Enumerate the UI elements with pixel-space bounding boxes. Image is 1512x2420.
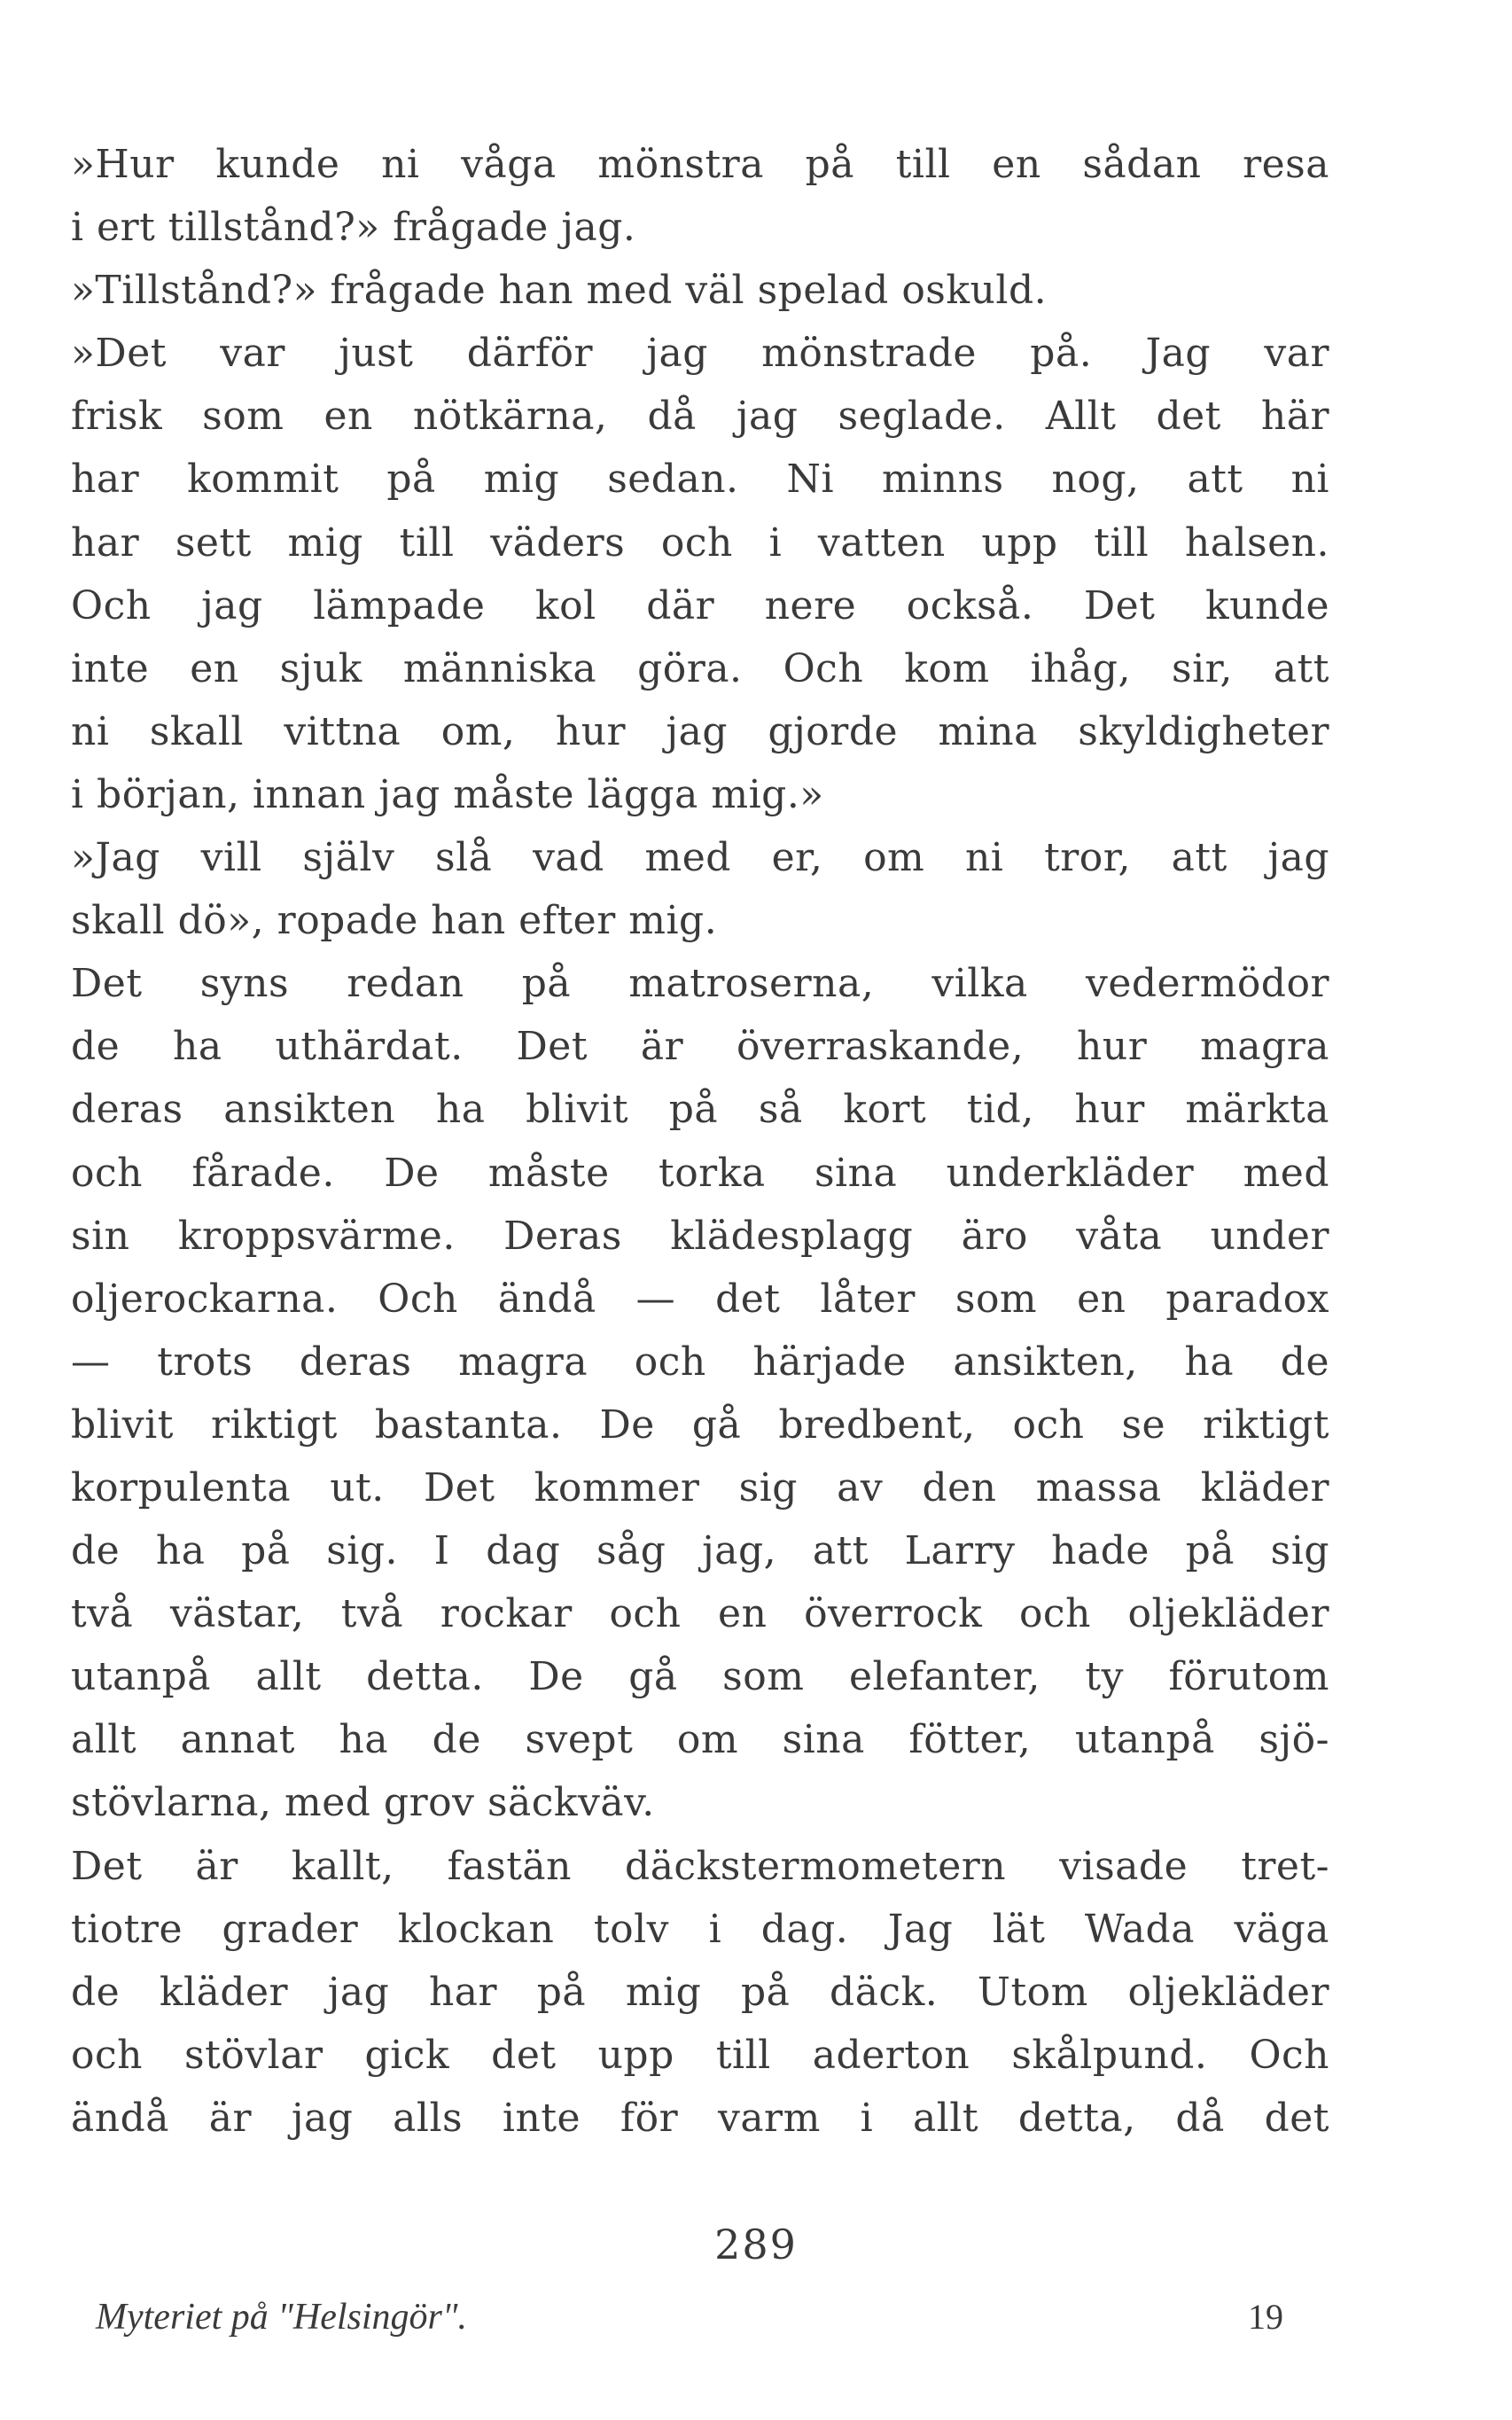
text-line: Det syns redan på matroserna, vilka vedermödor — [71, 961, 1329, 1007]
text-line: och fårade. De måste torka sina underkläder med — [71, 1150, 1329, 1196]
text-line: stövlarna, med grov säckväv. — [71, 1780, 655, 1826]
footer-signature-mark: 19 — [1248, 2297, 1283, 2337]
text-line: »Jag vill själv slå vad med er, om ni tror, att jag — [71, 835, 1329, 881]
text-line: blivit riktigt bastanta. De gå bredbent, och se riktigt — [71, 1401, 1329, 1448]
page-footer — [96, 2296, 1283, 2349]
text-line: har kommit på mig sedan. Ni minns nog, att ni — [71, 457, 1329, 503]
text-line: korpulenta ut. Det kommer sig av den massa kläder — [71, 1464, 1329, 1511]
text-line: ändå är jag alls inte för varm i allt detta, då det — [71, 2095, 1329, 2141]
text-line: »Tillstånd?» frågade han med väl spelad oskuld. — [71, 268, 1048, 314]
text-line: deras ansikten ha blivit på så kort tid, hur märkta — [71, 1087, 1329, 1133]
text-line: Det är kallt, fastän däckstermometern visade tret- — [71, 1843, 1329, 1889]
text-line: två västar, två rockar och en överrock och oljekläder — [71, 1591, 1329, 1637]
text-line: de ha på sig. I dag såg jag, att Larry hade på sig — [71, 1528, 1329, 1574]
text-line: »Hur kunde ni våga mönstra på till en sådan resa — [71, 142, 1329, 187]
page-number: 289 — [714, 2221, 798, 2268]
text-line: allt annat ha de svept om sina fötter, utanpå sjö- — [71, 1717, 1329, 1763]
text-line: de ha uthärdat. Det är överraskande, hur magra — [71, 1024, 1329, 1070]
text-line: skall dö», ropade han efter mig. — [71, 898, 718, 944]
text-line: Och jag lämpade kol där nere också. Det kunde — [71, 582, 1329, 628]
text-line: i början, innan jag måste lägga mig.» — [71, 771, 824, 817]
text-line: utanpå allt detta. De gå som elefanter, ty förutom — [71, 1654, 1329, 1700]
text-line: de kläder jag har på mig på däck. Utom oljekläder — [71, 1969, 1329, 2015]
text-line: frisk som en nötkärna, då jag seglade. Allt det här — [71, 394, 1329, 440]
text-line: »Det var just därför jag mönstrade på. Jag var — [71, 331, 1329, 377]
body-text — [71, 133, 1329, 2150]
text-line: oljerockarna. Och ändå — det låter som en paradox — [71, 1276, 1329, 1322]
text-line: i ert tillstånd?» frågade jag. — [71, 205, 636, 251]
text-line: inte en sjuk människa göra. Och kom ihåg, sir, att — [71, 645, 1329, 691]
footer-book-title: Myteriet på "Helsingör". — [96, 2297, 468, 2338]
text-line: och stövlar gick det upp till aderton skålpund. Och — [71, 2032, 1329, 2078]
text-line: sin kroppsvärme. Deras klädesplagg äro våta under — [71, 1213, 1329, 1259]
text-line: har sett mig till väders och i vatten upp till halsen. — [71, 519, 1329, 566]
text-line: ni skall vittna om, hur jag gjorde mina skyldigheter — [71, 708, 1329, 754]
text-line: — trots deras magra och härjade ansikten, ha de — [71, 1339, 1329, 1385]
text-line: tiotre grader klockan tolv i dag. Jag lät Wada väga — [71, 1906, 1329, 1952]
